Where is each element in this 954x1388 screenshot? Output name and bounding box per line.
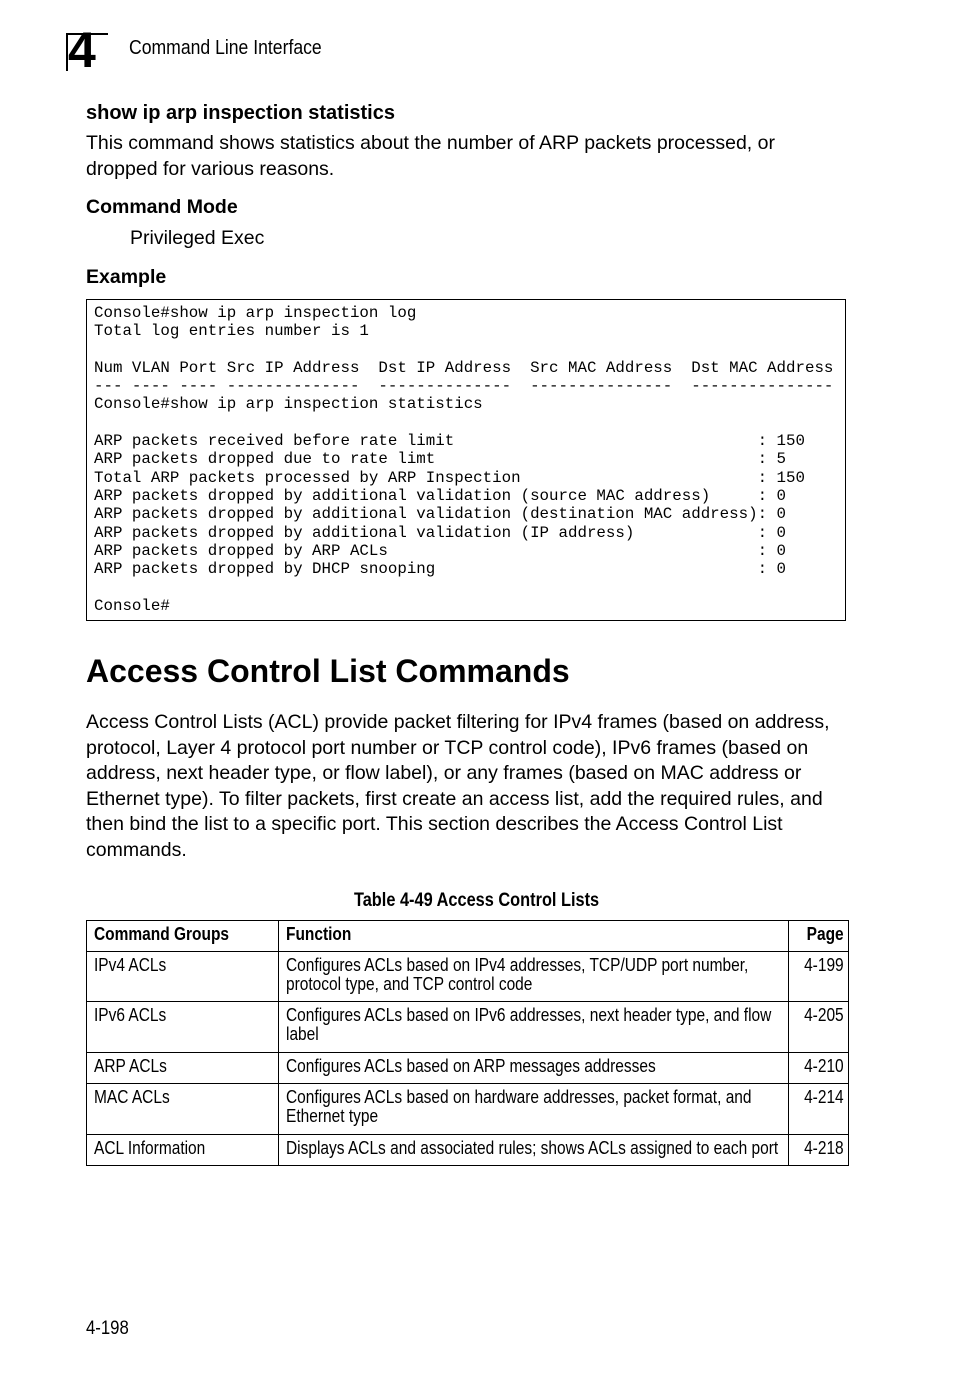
code-line: Total log entries number is 1 xyxy=(94,322,369,341)
header-command-groups: Command Groups xyxy=(87,921,279,952)
cell-page: 4-210 xyxy=(789,1053,849,1084)
code-line: --- ---- ---- -------------- -------------- --------------- --------------- xyxy=(94,377,834,396)
code-line: ARP packets dropped by additional validation (source MAC address) : 0 xyxy=(94,486,787,505)
command-title: show ip arp inspection statistics xyxy=(86,102,395,124)
code-line: ARP packets dropped by additional validation (IP address) : 0 xyxy=(94,523,787,542)
table-caption xyxy=(0,890,954,912)
code-line: ARP packets dropped by additional validation (destination MAC address): 0 xyxy=(94,505,787,524)
table-caption-text: Table 4-49 Access Control Lists xyxy=(354,890,600,911)
cell-function: Configures ACLs based on ARP messages addresses xyxy=(279,1053,789,1084)
table-row xyxy=(87,1084,849,1135)
code-line: Console#show ip arp inspection statistics xyxy=(94,395,483,414)
table-row xyxy=(87,952,849,1002)
cell-function: Configures ACLs based on hardware addresses, packet format, and Ethernet type xyxy=(279,1084,789,1135)
command-mode-heading: Command Mode xyxy=(86,196,238,218)
code-line xyxy=(94,341,833,359)
code-line: ARP packets dropped by DHCP snooping : 0 xyxy=(94,560,787,579)
code-line xyxy=(94,578,833,596)
code-line: Console#show ip arp inspection log xyxy=(94,304,417,322)
chapter-number: 4 xyxy=(68,22,94,78)
table-row xyxy=(87,1053,849,1084)
example-code xyxy=(94,304,833,615)
header-function: Function xyxy=(279,921,789,952)
cell-group: ARP ACLs xyxy=(87,1053,279,1084)
section-title: Access Control List Commands xyxy=(86,653,570,689)
code-line xyxy=(94,414,833,432)
code-line: Console# xyxy=(94,596,170,615)
page-footer xyxy=(86,1318,135,1340)
header-page: Page xyxy=(789,921,849,952)
example-code-box xyxy=(86,299,846,621)
code-line: ARP packets dropped by ARP ACLs : 0 xyxy=(94,541,787,560)
cell-group: ACL Information xyxy=(87,1135,279,1166)
cell-function: Displays ACLs and associated rules; shows ACLs assigned to each port xyxy=(279,1135,789,1166)
table-row xyxy=(87,1135,849,1166)
example-heading: Example xyxy=(86,266,167,288)
cell-page: 4-205 xyxy=(789,1002,849,1053)
acl-command-groups-table xyxy=(86,920,849,1166)
page-number: 4-198 xyxy=(86,1318,129,1339)
cell-page: 4-214 xyxy=(789,1084,849,1135)
cell-function: Configures ACLs based on IPv4 addresses, TCP/UDP port number, protocol type, and TCP control code xyxy=(279,952,789,1002)
code-line: ARP packets received before rate limit : 150 xyxy=(94,432,805,451)
code-line: Total ARP packets processed by ARP Inspection : 150 xyxy=(94,468,805,487)
cell-group: IPv6 ACLs xyxy=(87,1002,279,1053)
code-line: Num VLAN Port Src IP Address Dst IP Address Src MAC Address Dst MAC Address xyxy=(94,358,834,377)
cell-page: 4-218 xyxy=(789,1135,849,1166)
code-line: ARP packets dropped due to rate limt : 5 xyxy=(94,450,787,469)
command-mode-value: Privileged Exec xyxy=(130,227,265,249)
cell-function: Configures ACLs based on IPv6 addresses, next header type, and flow label xyxy=(279,1002,789,1053)
cell-group: MAC ACLs xyxy=(87,1084,279,1135)
cell-group: IPv4 ACLs xyxy=(87,952,279,1002)
table-header-row xyxy=(87,921,849,952)
command-description: This command shows statistics about the number of ARP packets processed, or dropped for various reasons. xyxy=(86,132,775,180)
cell-page: 4-199 xyxy=(789,952,849,1002)
running-header-title: Command Line Interface xyxy=(129,37,322,59)
table-row xyxy=(87,1002,849,1053)
section-paragraph: Access Control Lists (ACL) provide packet filtering for IPv4 frames (based on address, protocol, Layer 4 protocol port number or TCP control code), IPv6 frames (based on address, next header type, or flow label), or any frames (based on MAC address or Ethernet type). To filter packets, first create an access list, add the required rules, and then bind the list to a specific port. This section describes the Access Control List commands. xyxy=(86,711,830,861)
